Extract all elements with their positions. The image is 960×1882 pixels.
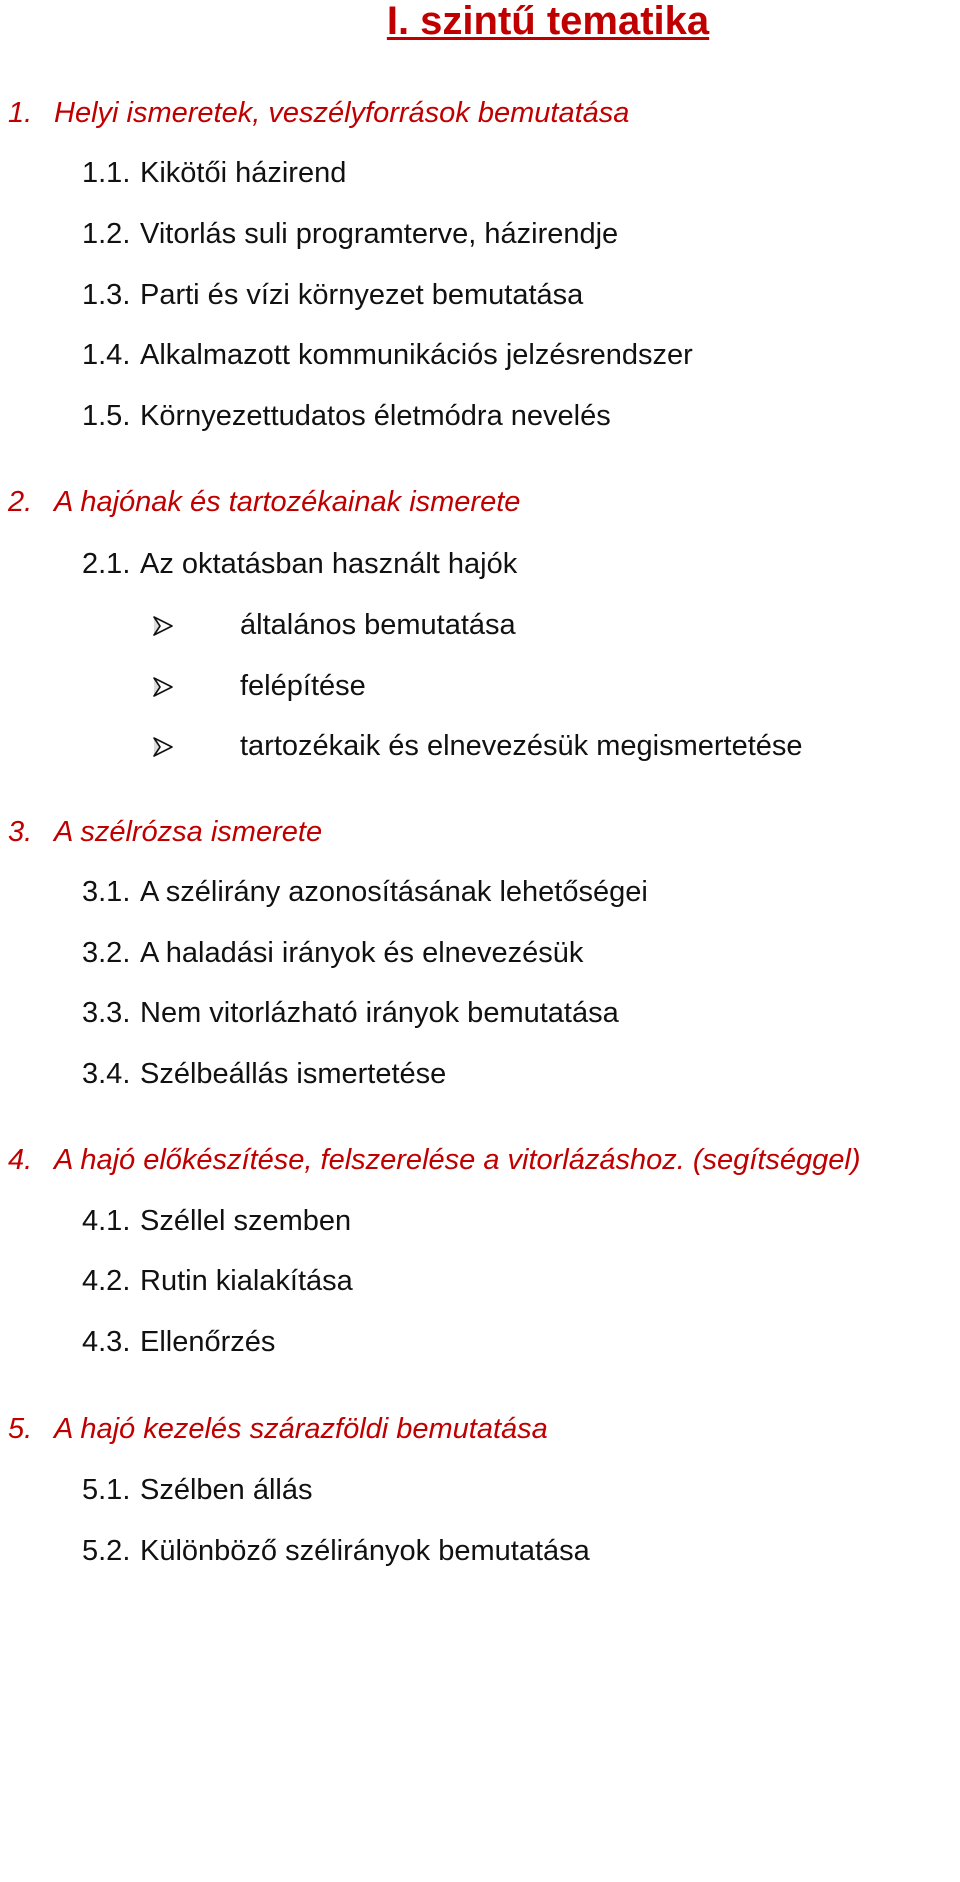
item-text: Környezettudatos életmódra nevelés bbox=[140, 400, 611, 432]
arrowhead-bullet-icon bbox=[152, 615, 240, 637]
item-text: Alkalmazott kommunikációs jelzésrendszer bbox=[140, 339, 693, 371]
section-heading-4 bbox=[8, 1143, 861, 1177]
list-item bbox=[82, 156, 346, 190]
item-text: Széllel szemben bbox=[140, 1205, 352, 1237]
section-number: 2. bbox=[8, 486, 33, 518]
section-title: A hajónak és tartozékainak ismerete bbox=[54, 486, 521, 518]
list-item bbox=[82, 217, 618, 251]
item-number: 3.3. bbox=[82, 997, 131, 1029]
item-text: Különböző szélirányok bemutatása bbox=[140, 1535, 590, 1567]
list-item bbox=[82, 278, 583, 312]
item-number: 1.1. bbox=[82, 157, 131, 189]
item-text: Az oktatásban használt hajók bbox=[140, 548, 518, 580]
arrowhead-bullet-icon bbox=[152, 676, 240, 698]
bullet-text: tartozékaik és elnevezésük megismertetése bbox=[240, 730, 803, 762]
item-text: A haladási irányok és elnevezésük bbox=[140, 937, 584, 969]
bullet-item bbox=[152, 669, 366, 703]
item-number: 1.5. bbox=[82, 400, 131, 432]
list-item bbox=[82, 547, 517, 581]
list-item bbox=[82, 875, 648, 909]
list-item bbox=[82, 1534, 590, 1568]
bullet-text: általános bemutatása bbox=[240, 609, 516, 641]
bullet-text: felépítése bbox=[240, 670, 366, 702]
item-number: 5.1. bbox=[82, 1474, 131, 1506]
section-heading-1 bbox=[8, 96, 629, 130]
section-heading-5 bbox=[8, 1412, 548, 1446]
item-text: Vitorlás suli programterve, házirendje bbox=[140, 218, 619, 250]
item-text: Szélben állás bbox=[140, 1474, 313, 1506]
section-title: A hajó előkészítése, felszerelése a vitorlázáshoz. (segítséggel) bbox=[54, 1144, 861, 1176]
section-title: Helyi ismeretek, veszélyforrások bemutatása bbox=[54, 97, 630, 129]
list-item bbox=[82, 1057, 446, 1091]
section-heading-2 bbox=[8, 485, 520, 519]
item-text: A szélirány azonosításának lehetőségei bbox=[140, 876, 648, 908]
list-item bbox=[82, 338, 693, 372]
item-number: 1.2. bbox=[82, 218, 131, 250]
item-number: 1.3. bbox=[82, 279, 131, 311]
item-text: Ellenőrzés bbox=[140, 1326, 276, 1358]
item-number: 3.2. bbox=[82, 937, 131, 969]
list-item bbox=[82, 1264, 353, 1298]
list-item bbox=[82, 936, 583, 970]
section-number: 1. bbox=[8, 97, 33, 129]
item-number: 5.2. bbox=[82, 1535, 131, 1567]
section-title: A szélrózsa ismerete bbox=[54, 816, 323, 848]
section-number: 5. bbox=[8, 1413, 33, 1445]
list-item bbox=[82, 1204, 351, 1238]
list-item bbox=[82, 996, 619, 1030]
section-heading-3 bbox=[8, 815, 322, 849]
item-number: 3.4. bbox=[82, 1058, 131, 1090]
item-number: 4.2. bbox=[82, 1265, 131, 1297]
section-title: A hajó kezelés szárazföldi bemutatása bbox=[54, 1413, 548, 1445]
section-number: 4. bbox=[8, 1144, 33, 1176]
item-text: Kikötői házirend bbox=[140, 157, 347, 189]
item-text: Rutin kialakítása bbox=[140, 1265, 353, 1297]
list-item bbox=[82, 1473, 313, 1507]
arrowhead-bullet-icon bbox=[152, 736, 240, 758]
item-number: 4.3. bbox=[82, 1326, 131, 1358]
item-number: 1.4. bbox=[82, 339, 131, 371]
item-text: Szélbeállás ismertetése bbox=[140, 1058, 447, 1090]
item-text: Parti és vízi környezet bemutatása bbox=[140, 279, 584, 311]
page-title bbox=[0, 0, 960, 42]
bullet-item bbox=[152, 729, 803, 763]
section-number: 3. bbox=[8, 816, 33, 848]
list-item bbox=[82, 1325, 275, 1359]
item-number: 4.1. bbox=[82, 1205, 131, 1237]
item-number: 2.1. bbox=[82, 548, 131, 580]
list-item bbox=[82, 399, 611, 433]
bullet-item bbox=[152, 608, 516, 642]
page-title-text: I. szintű tematika bbox=[386, 0, 710, 43]
item-number: 3.1. bbox=[82, 876, 131, 908]
item-text: Nem vitorlázható irányok bemutatása bbox=[140, 997, 619, 1029]
